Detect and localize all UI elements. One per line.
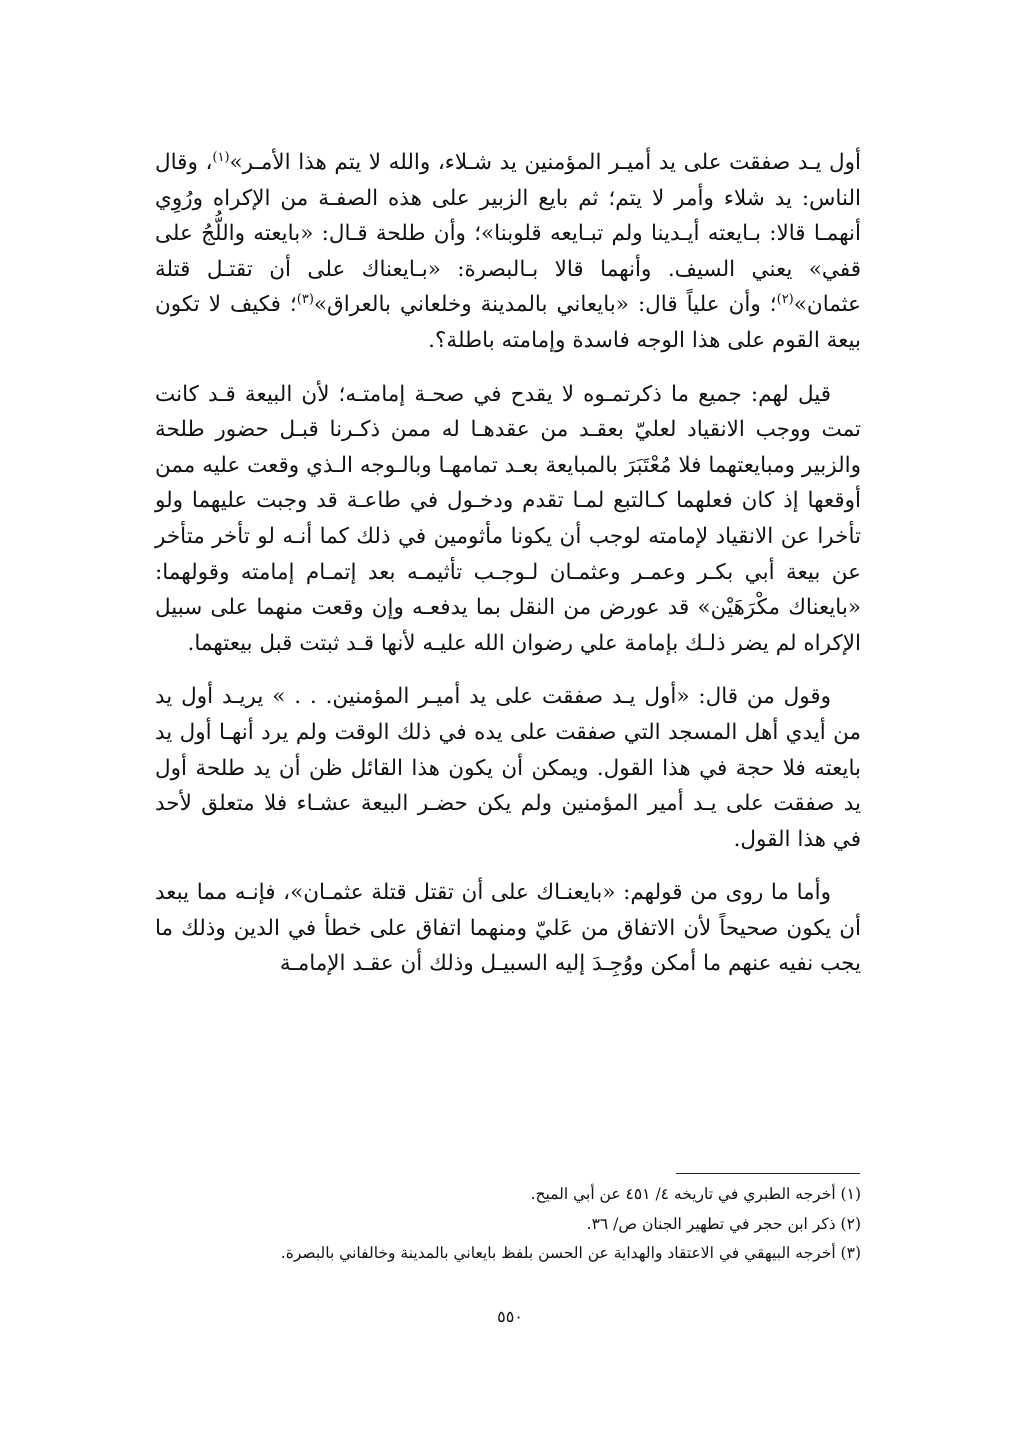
paragraph-1 (155, 145, 861, 359)
page-number: ٥٥٠ (497, 1307, 523, 1326)
main-text (155, 145, 861, 982)
footnote-1: (١) أخرجه الطبري في تاريخه ٤/ ٤٥١ عن أبي الميح. (530, 1185, 861, 1203)
footnote-marker-1: (١) (212, 149, 230, 165)
paragraph-1-start: أول يـد صفقت على يد أميـر المؤمنين يد شـلاء، والله لا يتم هذا الأمـر» (229, 150, 862, 175)
paragraph-1-part-2: ، وقال الناس: يد شلاء وأمر لا يتم؛ ثم بايع الزبير على هذه الصفـة من الإكراه ورُوِي أنهمـا قالا: بـايعته أيـدينا ولم تبـايعه قلوبنا»؛ وأن طلحة قـال: «بايعته واللُّجُ على قفي» يعني السيف. وأنهما قالا بـالبصرة: «بـايعناك على أن تقتـل قتلة عثمان» (155, 150, 861, 318)
paragraph-3: وقول من قال: «أول يـد صفقت على يد أميـر المؤمنين. . . » يريـد أول يد من أيدي أهل المسجد التي صفقت على يده في ذلك الوقت ولم يرد أنهـا أول يد بايعته فلا حجة في هذا القول. ويمكن أن يكون هذا القائل ظن أن يد طلحة أول يد صفقت على يـد أمير المؤمنين ولم يكن حضـر البيعة عشـاء فلا متعلق لأحد في هذا القول. (155, 684, 861, 852)
paragraph-1-part-4: ؛ فكيف لا تكون بيعة القوم على هذا الوجه فاسدة وإمامته باطلة؟. (155, 292, 861, 353)
footnotes (155, 1180, 861, 1269)
paragraph-1-part-3: ؛ وأن علياً قال: «بايعاني بالمدينة وخلعاني بالعراق» (313, 292, 777, 318)
footnote-marker-2: (٢) (776, 292, 794, 308)
paragraph-2: قيل لهم: جميع ما ذكرتمـوه لا يقدح في صحـة إمامتـه؛ لأن البيعة قـد كانت تمت ووجب الانقياد لعليّ بعقـد من عقدهـا له ممن ذكـرنا قبـل حضور طلحة والزبير ومبايعتهما فلا مُعْتَبَرَ بالمبايعة بعـد تمامهـا وبالـوجه الـذي وقعت عليه ممن أوقعها إذ كان فعلهما كـالتبع لمـا تقدم ودخـول في طاعـة قد وجبت عليهما ولو تأخرا عن الانقياد لإمامته لوجب أن يكونا مأثومين في ذلك كما أنـه لو تأخر متأخر عن بيعة أبي بكـر وعمـر وعثمـان لـوجـب تأثيمـه بعد إتمـام إمامته وقولهما: «بايعناك مكْرَهَيْن» قد عورض من النقل بما يدفعـه وإن وقعت منهما على سبيل الإكراه لم يضر ذلـك بإمامة علي رضوان الله عليـه لأنها قـد ثبتت قبل بيعتهما. (155, 381, 861, 656)
footnote-3: (٣) أخرجه البيهقي في الاعتقاد والهداية عن الحسن بلفظ بايعاني بالمدينة وخالفاني بالبصرة. (280, 1244, 861, 1262)
footnote-2: (٢) ذكر ابن حجر في تطهير الجنان ص/ ٣٦. (586, 1214, 861, 1233)
footnote-divider (676, 1173, 860, 1174)
paragraph-4: وأما ما روى من قولهم: «بايعنـاك على أن تقتل قتلة عثمـان»، فإنـه مما يبعد أن يكون صحيحاً لأن الاتفاق من عَليّ ومنهما اتفاق على خطأ في الدين وذلك ما يجب نفيه عنهم ما أمكن ووُجِـدَ إليه السبيـل وذلك أن عقـد الإمامـة (155, 880, 861, 977)
footnote-marker-3: (٣) (296, 292, 314, 308)
